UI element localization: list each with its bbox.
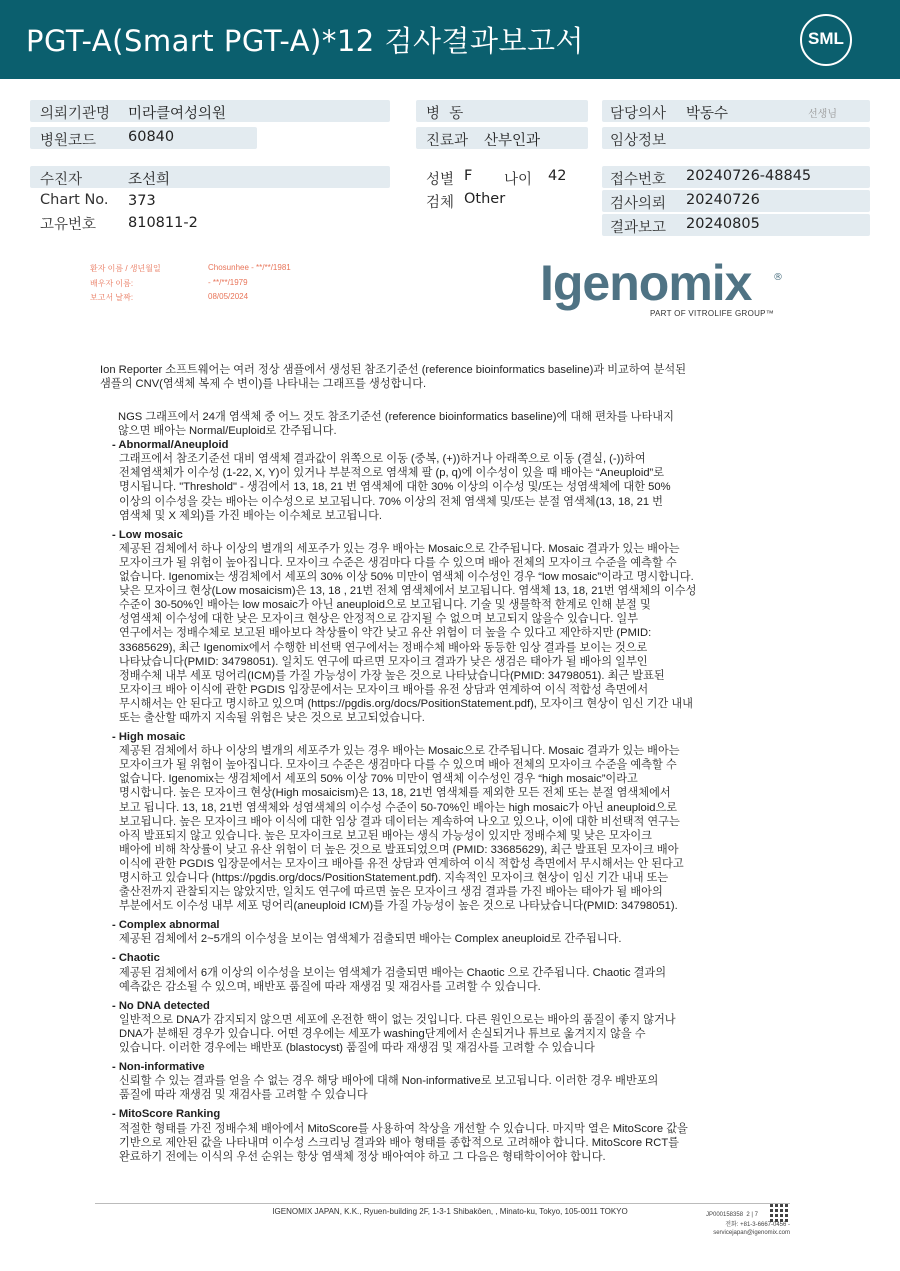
- section-body: [119, 452, 780, 522]
- section-line: 완료하기 전에는 이식의 우선 순위는 항상 염색체 정상 배아여야 하고 그 다음은 형태학이어야 합니다.: [119, 1150, 606, 1163]
- doctor-suffix: 선생님: [808, 109, 837, 120]
- section-line: 아직 발표되지 않고 있습니다. 높은 모자이크로 보고된 배아는 생식 가능성이 있지만 정배수체 및 낮은 모자이크: [119, 829, 652, 842]
- report-date-value: 20240805: [686, 216, 760, 232]
- sml-logo-text: SML: [808, 29, 844, 48]
- doctor-value: 박동수: [686, 106, 729, 122]
- section-body: [119, 1122, 780, 1164]
- request-value: 20240726: [686, 192, 760, 208]
- doctor-label: 담당의사: [610, 106, 667, 122]
- specimen-value: Other: [464, 191, 506, 207]
- receipt-label: 접수번호: [610, 172, 667, 188]
- clinical-label: 임상정보: [610, 133, 667, 149]
- hospital-value: 미라클여성의원: [128, 106, 227, 122]
- section-line: 보고됩니다. 높은 모자이크 배아 이식에 대한 임상 결과 데이터는 계속하여 나오고 있으나, 이에 대한 비선택적 연구는: [119, 815, 680, 828]
- section-heading: - Non-informative: [112, 1061, 205, 1074]
- section-line: 연구에서는 정배수체로 보고된 배아보다 착상률이 약간 낮고 유산 위험이 더 높을 수 있다고 제안하지만 (PMID:: [119, 627, 652, 640]
- section-line: 이상의 이수성을 갖는 배아는 이수성으로 보고됩니다. 70% 이상의 전체 염색체 및/또는 분절 염색체(13, 18, 21 번: [119, 495, 663, 508]
- section-line: 제공된 검체에서 2~5개의 이수성을 보이는 염색체가 검출되면 배아는 Complex aneuploid로 간주됩니다.: [119, 933, 622, 946]
- igenomix-registered-mark: ®: [773, 272, 783, 283]
- section-body: [119, 966, 780, 994]
- fax-line2-value: - **/**/1979: [208, 278, 248, 287]
- report-date-label: 결과보고: [610, 220, 667, 236]
- section-line: 없습니다. Igenomix는 생검체에서 세포의 50% 이상 70% 미만이 염색체 이수성인 경우 “high mosaic”이라고: [119, 773, 638, 786]
- chart-no-label: Chart No.: [40, 192, 109, 208]
- request-label: 검사의뢰: [610, 196, 667, 212]
- contact-info: [706, 1221, 790, 1237]
- igenomix-logo: [540, 255, 783, 318]
- page-number: 2 | 7: [746, 1212, 758, 1218]
- section-line: 제공된 검체에서 6개 이상의 이수성을 보이는 염색체가 검출되면 배아는 Chaotic 으로 간주됩니다. Chaotic 결과의: [119, 966, 667, 979]
- qr-code-icon: [770, 1204, 788, 1222]
- receipt-value: 20240726-48845: [686, 168, 812, 184]
- fax-line1-label: 환자 이름 / 생년월일: [90, 264, 161, 273]
- section-line: 신뢰할 수 있는 결과를 얻을 수 없는 경우 해당 배아에 대해 Non-informative로 보고됩니다. 이러한 경우 배반포의: [119, 1075, 659, 1088]
- section-line: 수준이 30-50%인 배아는 low mosaic가 아닌 aneuploid으로 보고됩니다. 기술 및 생물학적 한계로 인해 분절 및: [119, 599, 651, 612]
- patient-label: 수진자: [40, 172, 83, 188]
- section-line: 또는 출산할 때까지 지속될 위험은 낮은 것으로 보고되었습니다.: [119, 711, 425, 724]
- section-body: [119, 1074, 780, 1102]
- dept-label: 진료과: [426, 133, 469, 149]
- section-heading: - Chaotic: [112, 952, 160, 965]
- doc-id: JP000158358: [706, 1212, 744, 1218]
- section-line: 부분에서도 이수성 내부 세포 덩어리(aneuploid ICM)를 가질 가능성이 높은 것으로 나타났습니다(PMID: 34798051).: [119, 900, 678, 913]
- section-line: 출산전까지 관찰되지는 않았지만, 일치도 연구에 따르면 높은 모자이크 생검 결과를 가진 배아는 태아가 될 배아의: [119, 886, 663, 899]
- sex-label: 성별: [426, 172, 455, 188]
- ngs-intro: [118, 410, 780, 438]
- section-line: 적절한 형태를 가진 정배수체 배아에서 MitoScore를 사용하여 착상을 개선할 수 있습니다. 마지막 열은 MitoScore 값을: [119, 1122, 688, 1135]
- section-heading: - MitoScore Ranking: [112, 1108, 221, 1121]
- patient-value: 조선희: [128, 172, 171, 188]
- report-title: PGT-A(Smart PGT-A)*12 검사결과보고서: [26, 24, 585, 58]
- hospital-label: 의뢰기관명: [40, 106, 111, 122]
- section-line: 그래프에서 참조기준선 대비 염색체 결과값이 위쪽으로 이동 (중복, (+))하거나 아래쪽으로 이동 (결실, (-))하여: [119, 453, 646, 466]
- age-value: 42: [548, 168, 567, 184]
- section-line: 이식에 관한 PGDIS 입장문에서는 모자이크 배아를 유전 상담과 연계하여 이식 적합성 측면에서 무시해서는 안 된다고: [119, 857, 684, 870]
- section-body: [119, 932, 780, 946]
- section-heading: - Low mosaic: [112, 528, 183, 541]
- dept-value: 산부인과: [484, 133, 541, 149]
- fax-line3-value: 08/05/2024: [208, 292, 249, 301]
- section-line: 모자이크가 될 위험이 높아집니다. 모자이크 수준은 생검마다 다를 수 있으며 배아 전체의 모자이크 수준을 예측할 수: [119, 556, 677, 569]
- igenomix-subtitle: PART OF VITROLIFE GROUP™: [650, 309, 775, 318]
- specimen-label: 검체: [426, 195, 455, 211]
- patient-bar: [30, 166, 390, 188]
- sml-logo: [800, 14, 852, 66]
- section-line: 없습니다. Igenomix는 생검체에서 세포의 30% 이상 50% 미만이 염색체 이수성인 경우 “low mosaic”이라고 명시합니다.: [119, 571, 694, 584]
- section-body: [119, 744, 780, 913]
- section-line: 보고 됩니다. 13, 18, 21번 염색체와 성염색체의 이수성 수준이 50-70%인 배아는 high mosaic가 아닌 aneuploid으로: [119, 801, 678, 814]
- ngs-intro-line: NGS 그래프에서 24개 염색체 중 어느 것도 참조기준선 (reference bioinformatics baseline)에 대해 편차를 나타내지: [118, 411, 674, 423]
- interpretation-content: [112, 410, 780, 1164]
- section-line: 명시합니다. 높은 모자이크 현상(High mosaicism)은 13, 18, 21번 염색체를 제외한 모든 전체 또는 분절 염색체에서: [119, 787, 671, 800]
- section-line: 무시해서는 안 된다고 명시하고 있으며 (https://pgdis.org/docs/PositionStatement.pdf), 모자이크 현상이 임신 기간 내내: [119, 697, 693, 710]
- uid-value: 810811-2: [128, 215, 198, 231]
- section-heading: - Complex abnormal: [112, 919, 220, 932]
- section-line: 있습니다. 이러한 경우에는 배반포 (blastocyst) 품질에 따라 재생검 및 재검사를 고려할 수 있습니다: [119, 1042, 595, 1055]
- section-body: [119, 542, 780, 725]
- section-line: 예측값은 감소될 수 있으며, 배반포 품질에 따라 재생검 및 재검사를 고려할 수 있습니다.: [119, 980, 541, 993]
- section-line: 33685629), 최근 Igenomix에서 수행한 비선택 연구에서는 정배수체 배아와 동등한 임상 결과를 보이는 것으로: [119, 641, 648, 654]
- hospital-code-value: 60840: [128, 129, 175, 145]
- section-line: 전체염색체가 이수성 (1-22, X, Y)이 있거나 부분적으로 염색체 팔 (p, q)에 이수성이 있을 때 배아는 “Aneuploid”로: [119, 467, 665, 480]
- section-heading: - Abnormal/Aneuploid: [112, 439, 229, 452]
- section-line: 성염색체 이수성에 대한 낮은 모자이크 현상은 안정적으로 감지될 수 없으며 보고되지 않을수 있습니다. 일부: [119, 613, 639, 626]
- intro-line: Ion Reporter 소프트웨어는 여러 정상 샘플에서 생성된 참조기준선 (reference bioinformatics baseline)과 비교하여 분석된: [100, 364, 686, 376]
- chart-no-value: 373: [128, 193, 156, 209]
- section-line: 제공된 검체에서 하나 이상의 별개의 세포주가 있는 경우 배아는 Mosaic으로 간주됩니다. Mosaic 결과가 있는 배아는: [119, 542, 680, 555]
- section-line: 명시됩니다. "Threshold" - 생검에서 13, 18, 21 번 염색체에 대한 30% 이상의 이수성 및/또는 성염색체에 대한 50%: [119, 481, 671, 494]
- section-line: DNA가 분해된 경우가 있습니다. 어떤 경우에는 세포가 washing단계에서 손실되거나 튜브로 옮겨지지 않을 수: [119, 1027, 646, 1040]
- fax-line3-label: 보고서 날짜:: [90, 293, 134, 302]
- section-heading: - No DNA detected: [112, 999, 210, 1012]
- ngs-intro-line: 않으면 배아는 Normal/Euploid로 간주됩니다.: [118, 425, 337, 438]
- contact-phone: 전화: +81-3-6667-0456 -: [725, 1222, 790, 1228]
- hospital-code-label: 병원코드: [40, 133, 97, 149]
- section-body: [119, 1013, 780, 1055]
- report-header: [0, 0, 900, 79]
- section-line: 명시하고 있습니다 (https://pgdis.org/docs/PositionStatement.pdf). 지속적인 모자이크 현상이 임신 기간 내내 또는: [119, 872, 669, 884]
- sex-value: F: [464, 168, 473, 184]
- section-line: 염색체 및 X 제외)를 가진 배아는 이수체로 보고됩니다.: [119, 509, 383, 522]
- intro-paragraph: [100, 363, 780, 391]
- fax-line2-label: 배우자 이름:: [90, 279, 134, 288]
- section-line: 일반적으로 DNA가 감지되지 않으면 세포에 온전한 핵이 없는 것입니다. 다른 원인으로는 배아의 품질이 좋지 않거나: [119, 1013, 676, 1026]
- section-line: 정배수체 내부 세포 덩어리(ICM)를 가질 가능성이 가장 높은 것으로 나타났습니다(PMID: 34798051). 최근 발표된: [119, 669, 665, 682]
- section-line: 배아에 비해 착상률이 낮고 유산 위험이 더 높은 것으로 발표되었으며 (PMID: 33685629), 최근 발표된 모자이크 배아: [119, 843, 679, 856]
- section-line: 기반으로 제안된 값을 나타내며 이수성 스크리닝 결과와 배아 형태를 종합적으로 고려해야 합니다. MitoScore RCT를: [119, 1136, 679, 1149]
- ward-label: 병 동: [426, 106, 464, 122]
- section-line: 모자이크가 될 위험이 높아집니다. 모자이크 수준은 생검마다 다를 수 있으며 배아 전체의 모자이크 수준을 예측할 수: [119, 759, 677, 772]
- page-info: [706, 1212, 758, 1218]
- uid-label: 고유번호: [40, 217, 97, 233]
- section-line: 제공된 검체에서 하나 이상의 별개의 세포주가 있는 경우 배아는 Mosaic으로 간주됩니다. Mosaic 결과가 있는 배아는: [119, 745, 680, 758]
- section-line: 나타났습니다(PMID: 34798051). 일치도 연구에 따르면 모자이크 결과가 낮은 생검은 태아가 될 배아의 일부인: [119, 655, 648, 668]
- section-heading: - High mosaic: [112, 731, 186, 744]
- section-line: 모자이크 배아 이식에 관한 PGDIS 입장문에서는 모자이크 배아를 유전 상담과 연계하여 이식 적합성 측면에서: [119, 683, 649, 696]
- contact-email: servicejapan@igenomix.com: [713, 1230, 790, 1236]
- intro-line: 샘플의 CNV(염색체 복제 수 변이)를 나타내는 그래프를 생성합니다.: [100, 378, 427, 391]
- section-line: 낮은 모자이크 현상(Low mosaicism)은 13, 18 , 21번 전체 염색체에서 보고됩니다. 염색체 13, 18, 21번 염색체의 이수성: [119, 585, 697, 598]
- footer-address: IGENOMIX JAPAN, K.K., Ryuen-building 2F, 1-3-1 Shibakōen, , Minato-ku, Tokyo, 105-0011 TOKYO: [272, 1207, 628, 1216]
- igenomix-wordmark: Igenomix: [540, 255, 752, 311]
- fax-line1-value: Chosunhee - **/**/1981: [208, 263, 291, 272]
- age-label: 나이: [504, 172, 533, 188]
- section-line: 품질에 따라 재생검 및 재검사를 고려할 수 있습니다: [119, 1089, 368, 1102]
- footer-divider: [95, 1203, 790, 1204]
